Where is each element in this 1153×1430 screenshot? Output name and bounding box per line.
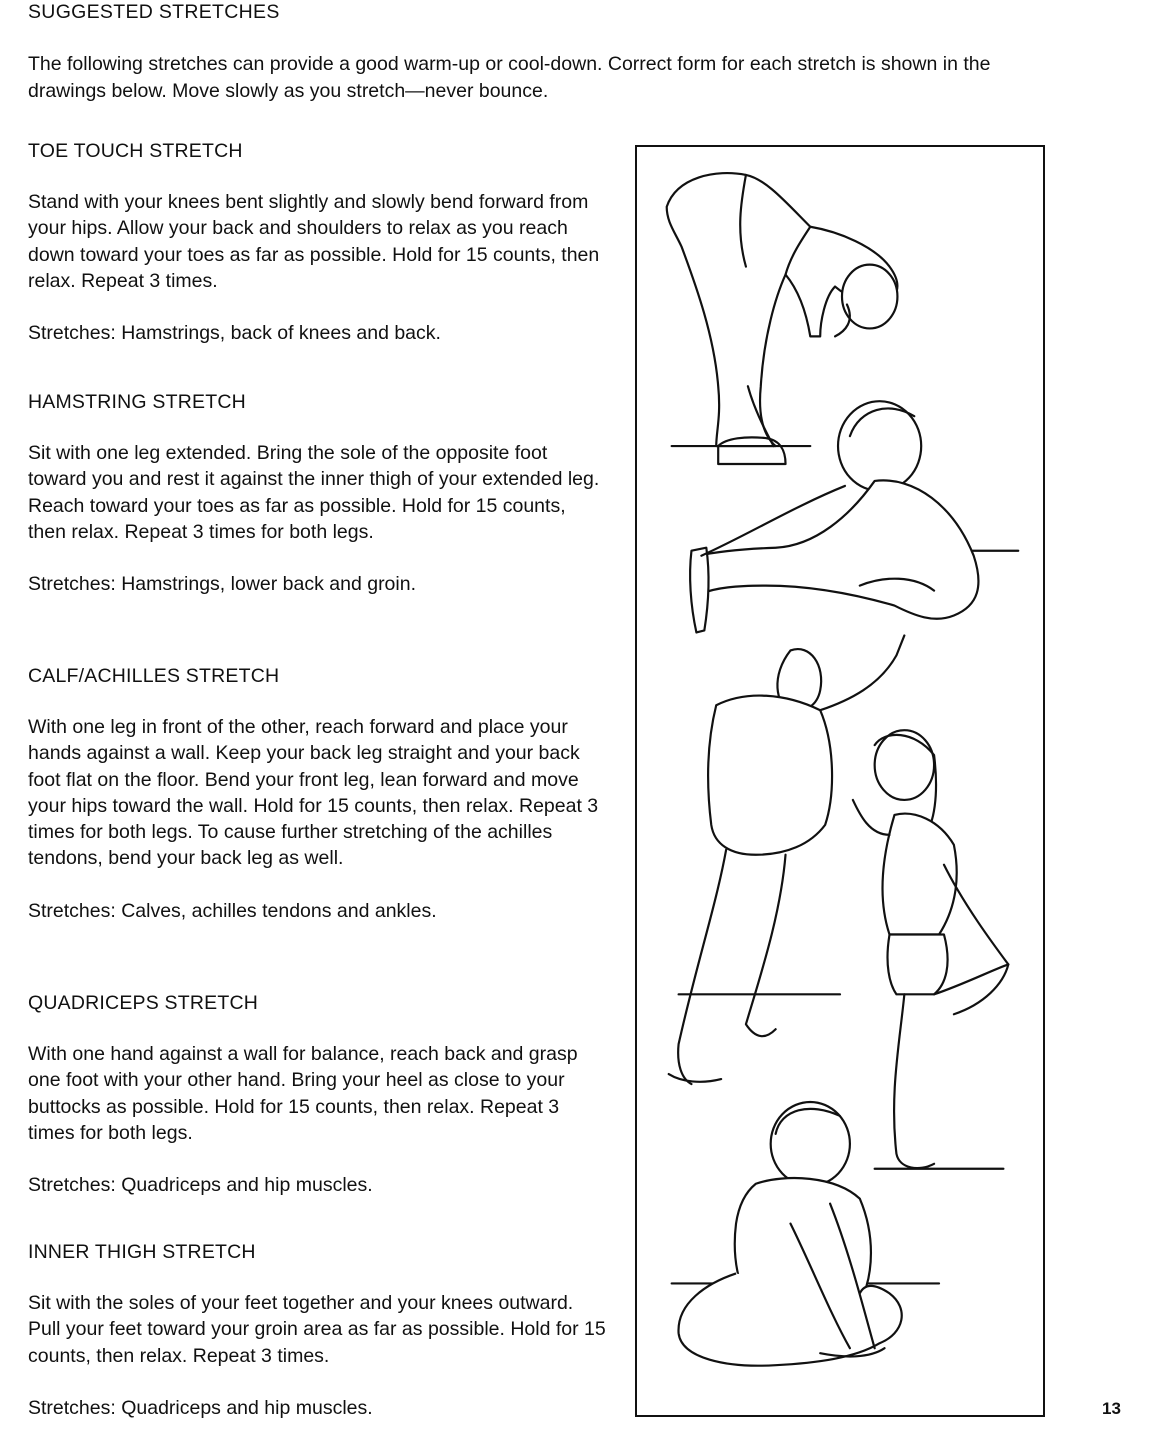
intro-paragraph: The following stretches can provide a good warm-up or cool-down. Correct form for each stretch is shown in the drawings below. Move slowly as you stretch—never bounce. <box>28 53 991 102</box>
section-stretches: Stretches: Hamstrings, lower back and groin. <box>28 573 417 596</box>
section-inner-thigh <box>28 1241 608 1421</box>
page-heading: SUGGESTED STRETCHES <box>28 1 280 23</box>
section-title: QUADRICEPS STRETCH <box>28 992 259 1014</box>
stretch-illustrations-frame <box>635 145 1045 1417</box>
section-toe-touch <box>28 140 608 346</box>
page-number: 13 <box>1102 1399 1121 1418</box>
section-body: With one leg in front of the other, reach forward and place your hands against a wall. Keep your back leg straight and your back foot flat on the floor. Bend your front leg, lean forward and move your hips toward the wall. Hold for 15 counts, then relax. Repeat 3 times for both legs. To cause further stretching of the achilles tendons, bend your back leg as well. <box>28 716 599 870</box>
section-calf-achilles <box>28 665 608 924</box>
section-stretches: Stretches: Quadriceps and hip muscles. <box>28 1174 373 1197</box>
section-hamstring <box>28 391 608 597</box>
section-title: INNER THIGH STRETCH <box>28 1241 256 1263</box>
section-body: Sit with one leg extended. Bring the sole of the opposite foot toward you and rest it against the inner thigh of your extended leg. Reach toward your toes as far as possible. Hold for 15 counts, then relax. Repeat 3 times for both legs. <box>28 442 600 543</box>
calf-achilles-figure <box>669 635 905 1084</box>
section-title: HAMSTRING STRETCH <box>28 391 246 413</box>
section-stretches: Stretches: Hamstrings, back of knees and back. <box>28 322 441 345</box>
section-title: CALF/ACHILLES STRETCH <box>28 665 280 687</box>
section-stretches: Stretches: Calves, achilles tendons and ankles. <box>28 899 437 922</box>
section-body: With one hand against a wall for balance, reach back and grasp one foot with your other hand. Bring your heel as close to your buttocks as possible. Hold for 15 counts, then relax. Repeat 3 times for both legs. <box>28 1043 578 1144</box>
section-title: TOE TOUCH STRETCH <box>28 140 243 162</box>
section-quadriceps <box>28 992 608 1198</box>
section-body: Sit with the soles of your feet together and your knees outward. Pull your feet toward your groin area as far as possible. Hold for 15 counts, then relax. Repeat 3 times. <box>28 1292 606 1367</box>
stretch-illustrations <box>637 147 1043 1415</box>
inner-thigh-figure <box>672 1102 939 1366</box>
section-stretches: Stretches: Quadriceps and hip muscles. <box>28 1396 373 1419</box>
section-body: Stand with your knees bent slightly and slowly bend forward from your hips. Allow your back and shoulders to relax as you reach down toward your toes as far as possible. Hold for 15 counts, then relax. Repeat 3 times. <box>28 191 600 292</box>
quadriceps-figure <box>853 730 1008 1169</box>
